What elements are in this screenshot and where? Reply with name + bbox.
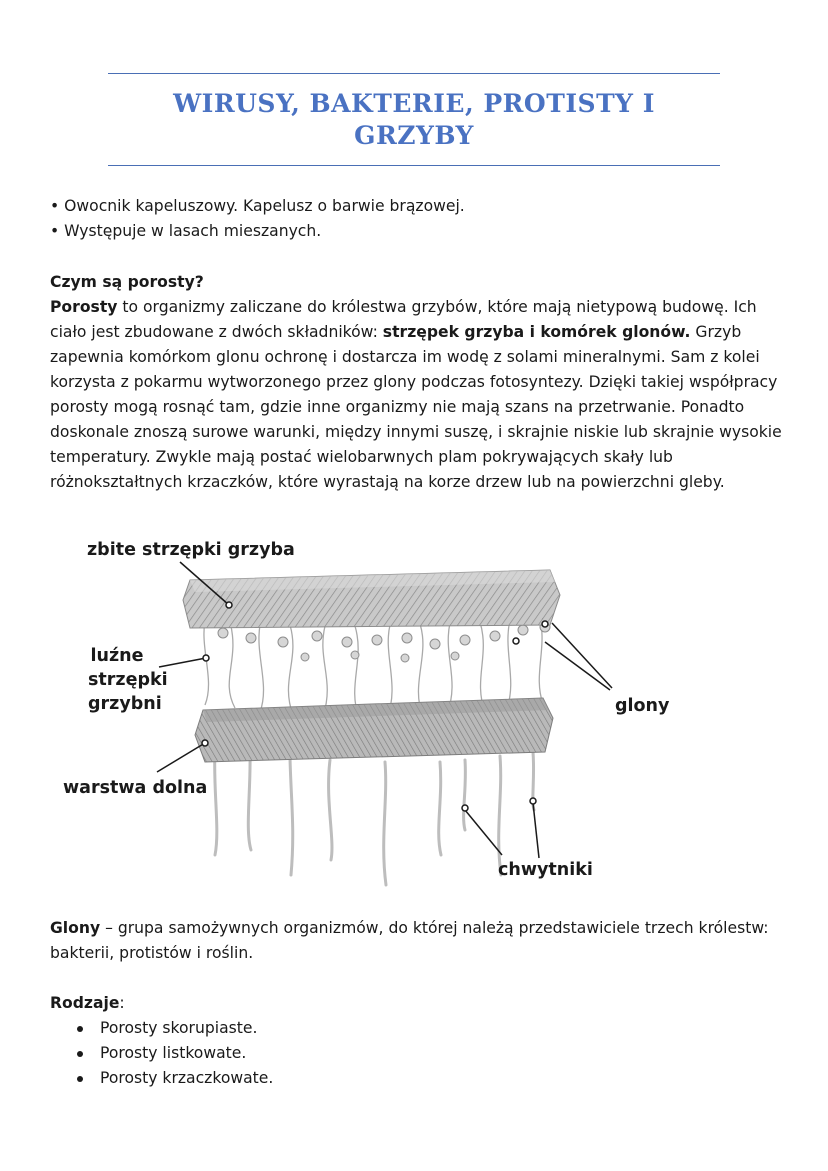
bottom-layer-drawing	[195, 698, 553, 762]
page-title	[108, 88, 720, 152]
label-bottom-layer: warstwa dolna	[63, 778, 208, 798]
label-loose-hyphae-line-1: luźne	[90, 646, 144, 666]
label-compact-hyphae: zbite strzępki grzyba	[87, 540, 295, 560]
page-title-line-1: WIRUSY, BAKTERIE, PROTISTY I	[173, 89, 655, 118]
algae-term: Glony	[50, 919, 101, 937]
lichens-heading: Czym są porosty?	[50, 273, 204, 291]
lichens-text-bold: strzępek grzyba i komórek glonów.	[382, 323, 691, 341]
types-list	[50, 1016, 785, 1091]
intro-bullets	[50, 194, 785, 244]
label-loose-hyphae-line-2: strzępki	[88, 670, 168, 690]
types-heading-row	[50, 991, 785, 1016]
label-algae: glony	[615, 696, 670, 716]
label-rhizines: chwytniki	[498, 860, 593, 880]
lichens-term: Porosty	[50, 298, 118, 316]
types-heading: Rodzaje	[50, 994, 120, 1012]
list-item: Porosty listkowate.	[50, 1041, 785, 1066]
algae-section	[50, 916, 785, 966]
label-loose-hyphae-line-3: grzybni	[88, 694, 162, 714]
title-rule-top	[108, 73, 720, 74]
lichens-section	[50, 270, 785, 495]
intro-bullet-2: • Występuje w lasach mieszanych.	[50, 222, 322, 240]
algae-cells-drawing	[218, 622, 550, 662]
label-loose-hyphae	[88, 644, 168, 716]
list-item: Porosty skorupiaste.	[50, 1016, 785, 1041]
intro-bullet-1: • Owocnik kapeluszowy. Kapelusz o barwie brązowej.	[50, 197, 465, 215]
lichens-text-1: to organizmy zaliczane do królestwa grzybów, które mają nietypową budowę. Ich ciało jest zbudowane z dwóch składników:	[50, 298, 757, 341]
algae-definition: – grupa samożywnych organizmów, do której należą przedstawiciele trzech królestw: bakterii, protistów i roślin.	[50, 919, 769, 962]
rhizines-drawing	[215, 750, 534, 885]
title-rule-bottom	[108, 165, 720, 166]
lichens-text-2: Grzyb zapewnia komórkom glonu ochronę i dostarcza im wodę z solami mineralnymi. Sam z kolei korzysta z pokarmu wytworzonego przez glony podczas fotosyntezy. Dzięki takiej współpracy porosty mogą rosnąć tam, gdzie inne organizmy nie mają szans na przetrwanie. Ponadto doskonale znoszą surowe warunki, między innymi suszę, i skrajnie niskie lub skrajnie wysokie temperatury. Zwykle mają postać wielobarwnych plam pokrywających skały lub różnokształtnych krzaczków, które wyrastają na korze drzew lub na powierzchni gleby.	[50, 323, 782, 491]
list-item: Porosty krzaczkowate.	[50, 1066, 785, 1091]
lichens-paragraph	[50, 295, 785, 495]
lichen-structure-figure	[55, 530, 695, 895]
top-layer-drawing	[183, 570, 560, 628]
types-section	[50, 991, 785, 1091]
page-title-line-2: GRZYBY	[354, 121, 474, 150]
algae-paragraph	[50, 916, 785, 966]
types-heading-colon: :	[119, 994, 125, 1012]
